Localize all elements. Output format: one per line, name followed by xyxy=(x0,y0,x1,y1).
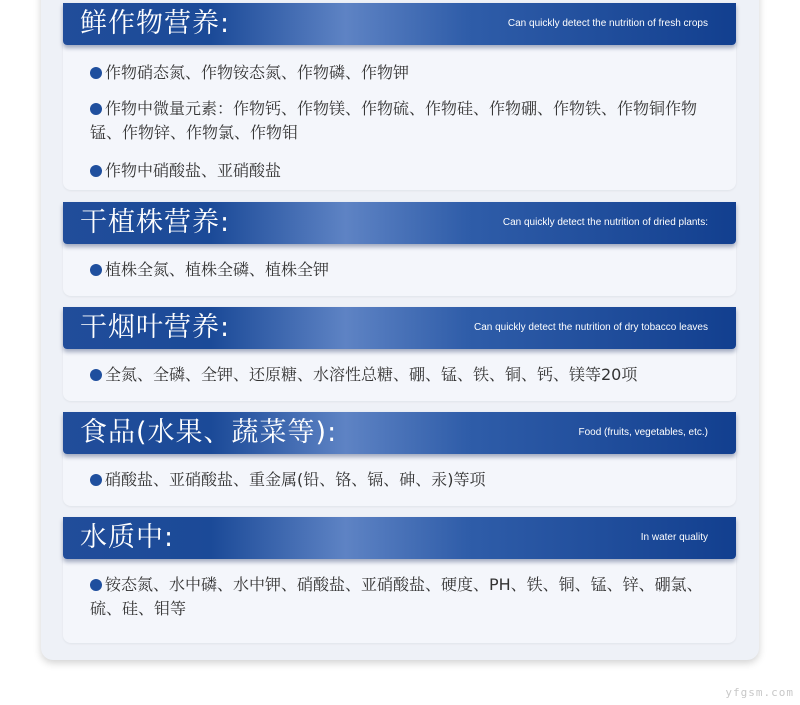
list-item: 铵态氮、水中磷、水中钾、硝酸盐、亚硝酸盐、硬度、PH、铁、铜、锰、锌、硼氯、硫、硅、钼等 xyxy=(90,575,703,618)
list-item: 作物中硝酸盐、亚硝酸盐 xyxy=(90,159,720,183)
bullet-icon xyxy=(90,474,102,486)
list-item: 作物中微量元素：作物钙、作物镁、作物硫、作物硅、作物硼、作物铁、作物铜作物锰、作物锌、作物氯、作物钼 xyxy=(90,99,698,142)
section-title: 干烟叶营养: xyxy=(80,312,231,343)
bullet-icon xyxy=(90,103,102,115)
list-item: 全氮、全磷、全钾、还原糖、水溶性总糖、硼、锰、铁、铜、钙、镁等20项 xyxy=(90,363,720,387)
list-item: 作物硝态氮、作物铵态氮、作物磷、作物钾 xyxy=(90,61,720,85)
section-header xyxy=(63,3,736,45)
list-item: 植株全氮、植株全磷、植株全钾 xyxy=(90,258,720,282)
section-subtitle: Can quickly detect the nutrition of fresh crops xyxy=(507,18,708,29)
section-subtitle: Food (fruits, vegetables, etc.) xyxy=(578,427,708,438)
section-title: 鲜作物营养: xyxy=(80,8,231,39)
bullet-icon xyxy=(90,165,102,177)
section-header xyxy=(63,517,736,559)
watermark: yfgsm.com xyxy=(725,686,794,699)
bullet-icon xyxy=(90,579,102,591)
list-item: 硝酸盐、亚硝酸盐、重金属(铅、铬、镉、砷、汞)等项 xyxy=(90,468,720,492)
section-title: 干植株营养: xyxy=(80,207,231,238)
bullet-icon xyxy=(90,264,102,276)
section-header xyxy=(63,202,736,244)
section-subtitle: Can quickly detect the nutrition of dried plants: xyxy=(502,217,708,228)
section-header xyxy=(63,412,736,454)
bullet-icon xyxy=(90,67,102,79)
section-header xyxy=(63,307,736,349)
section-title: 食品(水果、蔬菜等): xyxy=(80,417,338,448)
section-subtitle: In water quality xyxy=(640,532,708,543)
bullet-icon xyxy=(90,369,102,381)
section-subtitle: Can quickly detect the nutrition of dry tobacco leaves xyxy=(473,322,708,333)
section-title: 水质中: xyxy=(80,522,175,553)
